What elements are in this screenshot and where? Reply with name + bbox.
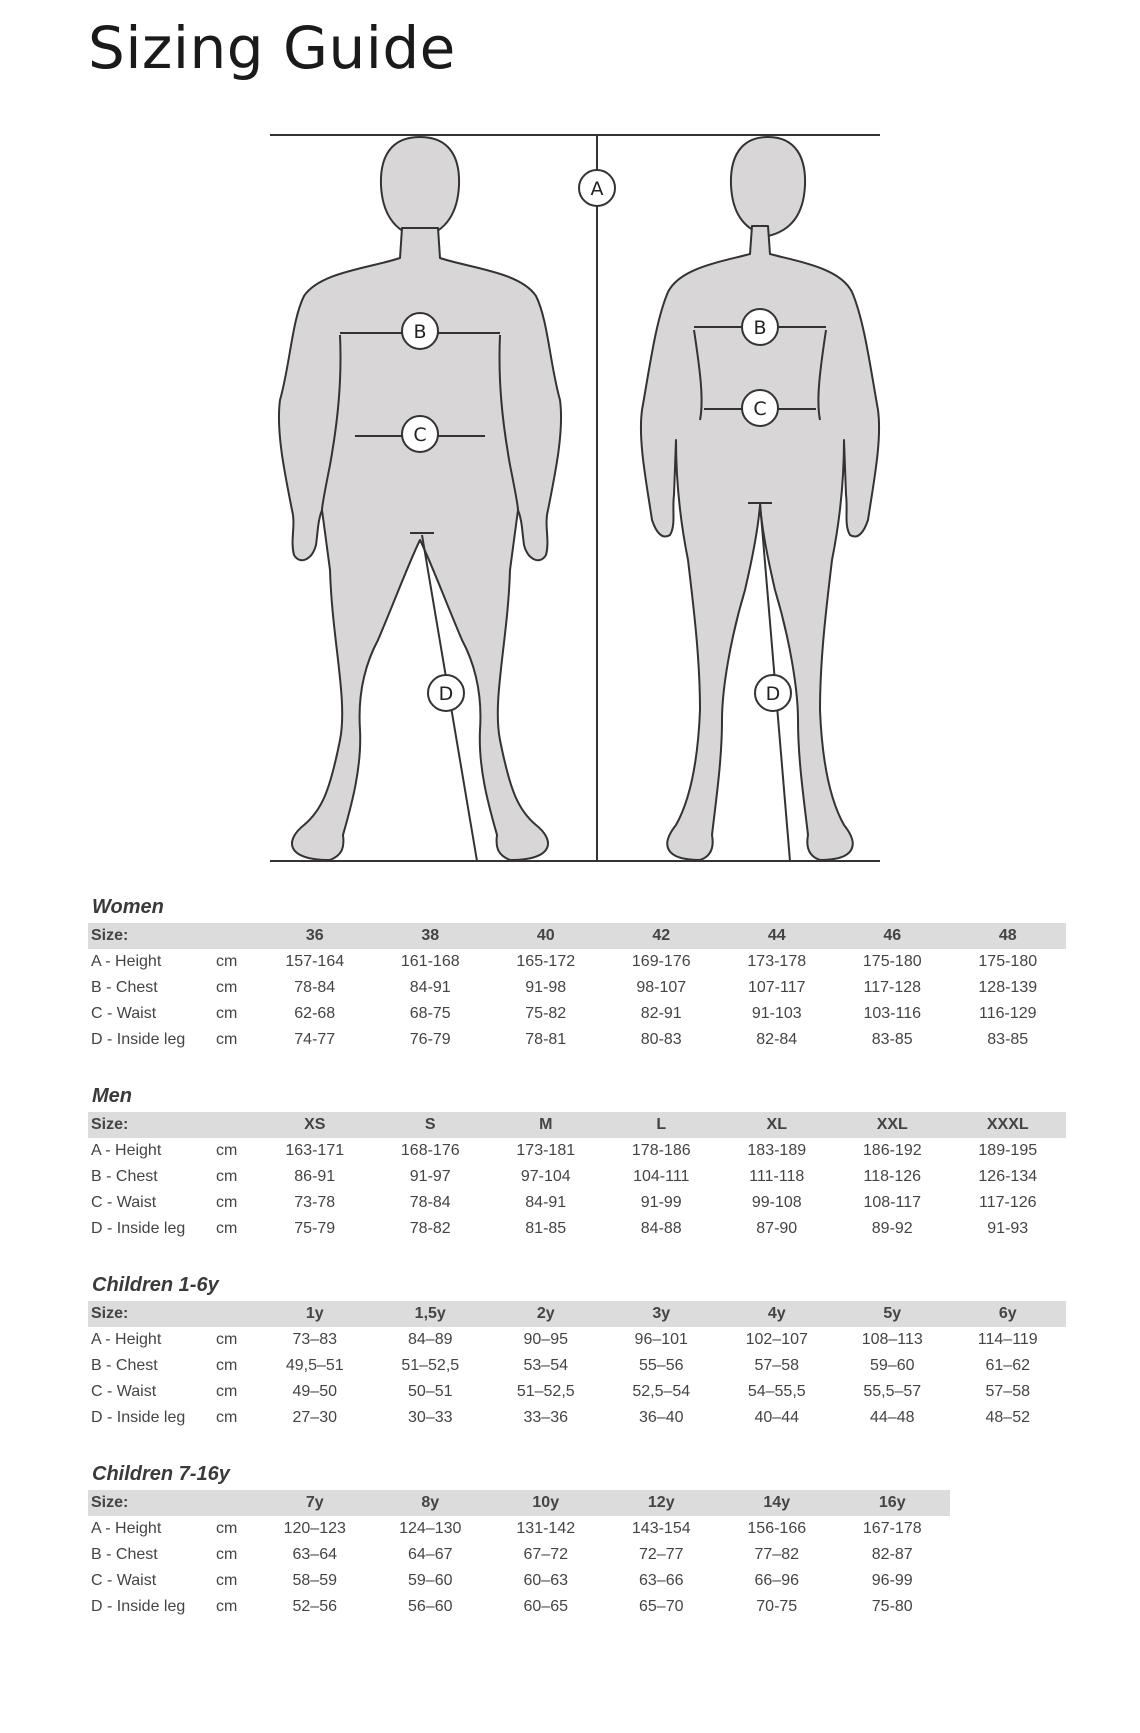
value-cell: 36–40 — [639, 1409, 684, 1426]
unit-cell: cm — [216, 1546, 238, 1563]
value-cell: 91-93 — [987, 1220, 1029, 1237]
size-header: 16y — [835, 1490, 951, 1516]
unit-header — [216, 923, 257, 949]
value-cell: 108-117 — [863, 1194, 922, 1211]
value-cell: 78-81 — [525, 1031, 567, 1048]
value-cell: 84-91 — [409, 979, 451, 996]
children-large-size-table — [88, 1490, 950, 1620]
value-cell: 169-176 — [631, 953, 691, 970]
measurement-label: D - Inside leg — [91, 1220, 186, 1237]
value-cell: 59–60 — [408, 1572, 453, 1589]
size-header: 12y — [604, 1490, 720, 1516]
value-cell: 84-88 — [640, 1220, 682, 1237]
unit-cell: cm — [216, 1194, 238, 1211]
male-marker-c-label: C — [413, 424, 427, 446]
size-header-label: Size: — [88, 923, 216, 949]
table-row — [88, 1379, 1066, 1405]
value-cell: 124–130 — [399, 1520, 462, 1537]
size-header: 6y — [950, 1301, 1066, 1327]
value-cell: 81-85 — [525, 1220, 567, 1237]
unit-header — [216, 1112, 257, 1138]
size-header: 38 — [373, 923, 489, 949]
value-cell: 86-91 — [294, 1168, 336, 1185]
size-header: M — [488, 1112, 604, 1138]
unit-cell: cm — [216, 1383, 238, 1400]
table-header-row — [88, 1301, 1066, 1327]
value-cell: 117-128 — [863, 979, 922, 996]
women-size-table — [88, 923, 1066, 1053]
value-cell: 60–65 — [523, 1598, 568, 1615]
measurement-label: C - Waist — [91, 1572, 157, 1589]
table-row — [88, 1594, 950, 1620]
value-cell: 62-68 — [294, 1005, 336, 1022]
size-header: 40 — [488, 923, 604, 949]
unit-header — [216, 1301, 257, 1327]
value-cell: 108–113 — [861, 1331, 923, 1348]
size-header: 1,5y — [373, 1301, 489, 1327]
value-cell: 189-195 — [978, 1142, 1038, 1159]
measurement-label: B - Chest — [91, 1168, 158, 1185]
size-header: 5y — [835, 1301, 951, 1327]
male-marker-d — [428, 675, 464, 711]
female-marker-c-label: C — [753, 398, 767, 420]
unit-cell: cm — [216, 979, 238, 996]
value-cell: 91-98 — [525, 979, 567, 996]
value-cell: 131-142 — [516, 1520, 576, 1537]
measurement-label: B - Chest — [91, 979, 158, 996]
value-cell: 175-180 — [862, 953, 922, 970]
value-cell: 59–60 — [870, 1357, 915, 1374]
measurement-label: A - Height — [91, 1520, 162, 1537]
unit-cell: cm — [216, 1031, 238, 1048]
size-header: 1y — [257, 1301, 373, 1327]
value-cell: 68-75 — [409, 1005, 451, 1022]
value-cell: 104-111 — [633, 1168, 690, 1185]
value-cell: 77–82 — [754, 1546, 799, 1563]
value-cell: 178-186 — [631, 1142, 691, 1159]
size-header: XS — [257, 1112, 373, 1138]
measurement-label: A - Height — [91, 953, 162, 970]
children-small-section-title: Children 1-6y — [92, 1274, 219, 1296]
measurement-label: B - Chest — [91, 1357, 158, 1374]
value-cell: 53–54 — [523, 1357, 568, 1374]
male-marker-c — [402, 416, 438, 452]
value-cell: 96-99 — [871, 1572, 913, 1589]
value-cell: 78-84 — [294, 979, 336, 996]
value-cell: 183-189 — [747, 1142, 807, 1159]
value-cell: 49,5–51 — [285, 1357, 344, 1374]
children-large-size-section — [88, 1460, 950, 1620]
unit-cell: cm — [216, 953, 238, 970]
table-row — [88, 1190, 1066, 1216]
men-size-table — [88, 1112, 1066, 1242]
unit-cell: cm — [216, 1572, 238, 1589]
size-header: XXL — [835, 1112, 951, 1138]
table-row — [88, 1542, 950, 1568]
value-cell: 82-87 — [871, 1546, 913, 1563]
value-cell: 78-84 — [409, 1194, 451, 1211]
male-marker-b-label: B — [413, 321, 427, 343]
value-cell: 128-139 — [978, 979, 1038, 996]
women-size-section — [88, 893, 1066, 1053]
size-header-label: Size: — [88, 1301, 216, 1327]
female-marker-c — [742, 390, 778, 426]
female-marker-d — [755, 675, 791, 711]
value-cell: 97-104 — [520, 1168, 571, 1185]
male-silhouette — [279, 137, 561, 860]
value-cell: 96–101 — [634, 1331, 688, 1348]
value-cell: 61–62 — [985, 1357, 1030, 1374]
unit-cell: cm — [216, 1598, 238, 1615]
table-row — [88, 1327, 1066, 1353]
unit-cell: cm — [216, 1142, 238, 1159]
value-cell: 72–77 — [639, 1546, 684, 1563]
table-row — [88, 1027, 1066, 1053]
size-header: XXXL — [950, 1112, 1066, 1138]
value-cell: 167-178 — [862, 1520, 922, 1537]
value-cell: 48–52 — [985, 1409, 1030, 1426]
size-header: 4y — [719, 1301, 835, 1327]
unit-cell: cm — [216, 1168, 238, 1185]
value-cell: 65–70 — [639, 1598, 684, 1615]
value-cell: 58–59 — [292, 1572, 337, 1589]
value-cell: 156-166 — [747, 1520, 807, 1537]
value-cell: 75-80 — [871, 1598, 913, 1615]
unit-cell: cm — [216, 1220, 238, 1237]
value-cell: 84-91 — [525, 1194, 567, 1211]
value-cell: 91-99 — [640, 1194, 682, 1211]
size-header: 42 — [604, 923, 720, 949]
male-marker-d-label: D — [438, 683, 454, 705]
value-cell: 75-79 — [294, 1220, 336, 1237]
value-cell: 165-172 — [516, 953, 576, 970]
size-header-label: Size: — [88, 1490, 216, 1516]
children-small-size-section — [88, 1271, 1066, 1431]
value-cell: 98-107 — [636, 979, 687, 996]
value-cell: 168-176 — [400, 1142, 460, 1159]
value-cell: 73-78 — [294, 1194, 336, 1211]
value-cell: 57–58 — [985, 1383, 1030, 1400]
value-cell: 27–30 — [292, 1409, 337, 1426]
value-cell: 117-126 — [978, 1194, 1037, 1211]
size-header: 48 — [950, 923, 1066, 949]
value-cell: 63–66 — [639, 1572, 684, 1589]
women-section-title: Women — [92, 896, 164, 918]
size-header: 36 — [257, 923, 373, 949]
value-cell: 186-192 — [862, 1142, 922, 1159]
female-marker-b-label: B — [753, 317, 767, 339]
size-header: 10y — [488, 1490, 604, 1516]
table-row — [88, 1138, 1066, 1164]
value-cell: 91-97 — [409, 1168, 451, 1185]
value-cell: 173-181 — [516, 1142, 576, 1159]
value-cell: 116-129 — [978, 1005, 1037, 1022]
size-header: 2y — [488, 1301, 604, 1327]
unit-cell: cm — [216, 1520, 238, 1537]
value-cell: 126-134 — [978, 1168, 1038, 1185]
unit-cell: cm — [216, 1357, 238, 1374]
unit-cell: cm — [216, 1331, 238, 1348]
unit-cell: cm — [216, 1409, 238, 1426]
size-header: 14y — [719, 1490, 835, 1516]
value-cell: 82-91 — [640, 1005, 682, 1022]
value-cell: 44–48 — [870, 1409, 915, 1426]
value-cell: 55,5–57 — [863, 1383, 922, 1400]
table-row — [88, 1353, 1066, 1379]
value-cell: 56–60 — [408, 1598, 453, 1615]
value-cell: 118-126 — [863, 1168, 922, 1185]
size-header: 46 — [835, 923, 951, 949]
size-header: 7y — [257, 1490, 373, 1516]
children-small-size-table — [88, 1301, 1066, 1431]
male-marker-b — [402, 313, 438, 349]
value-cell: 75-82 — [525, 1005, 567, 1022]
value-cell: 80-83 — [640, 1031, 682, 1048]
measurement-label: C - Waist — [91, 1383, 157, 1400]
measurement-label: A - Height — [91, 1331, 162, 1348]
value-cell: 173-178 — [747, 953, 807, 970]
unit-cell: cm — [216, 1005, 238, 1022]
size-header: L — [604, 1112, 720, 1138]
value-cell: 111-118 — [749, 1168, 805, 1185]
size-header: 8y — [373, 1490, 489, 1516]
value-cell: 70-75 — [756, 1598, 798, 1615]
measurement-label: C - Waist — [91, 1005, 157, 1022]
value-cell: 57–58 — [754, 1357, 799, 1374]
value-cell: 63–64 — [292, 1546, 337, 1563]
children-large-section-title: Children 7-16y — [92, 1463, 230, 1485]
value-cell: 54–55,5 — [747, 1383, 806, 1400]
table-header-row — [88, 1112, 1066, 1138]
table-row — [88, 1164, 1066, 1190]
value-cell: 64–67 — [408, 1546, 453, 1563]
value-cell: 89-92 — [871, 1220, 913, 1237]
measurement-label: D - Inside leg — [91, 1031, 186, 1048]
value-cell: 87-90 — [756, 1220, 798, 1237]
value-cell: 51–52,5 — [516, 1383, 575, 1400]
size-header: 3y — [604, 1301, 720, 1327]
table-header-row — [88, 1490, 950, 1516]
value-cell: 102–107 — [745, 1331, 808, 1348]
value-cell: 60–63 — [523, 1572, 568, 1589]
men-section-title: Men — [92, 1085, 132, 1107]
measurement-label: D - Inside leg — [91, 1409, 186, 1426]
value-cell: 40–44 — [754, 1409, 799, 1426]
marker-a-label: A — [590, 178, 604, 200]
measurement-label: B - Chest — [91, 1546, 158, 1563]
value-cell: 82-84 — [756, 1031, 798, 1048]
table-row — [88, 1405, 1066, 1431]
measurement-label: A - Height — [91, 1142, 162, 1159]
page-title: Sizing Guide — [88, 14, 456, 82]
value-cell: 66–96 — [754, 1572, 799, 1589]
table-row — [88, 949, 1066, 975]
measurement-label: D - Inside leg — [91, 1598, 186, 1615]
value-cell: 157-164 — [285, 953, 345, 970]
table-header-row — [88, 923, 1066, 949]
table-row — [88, 975, 1066, 1001]
value-cell: 49–50 — [292, 1383, 337, 1400]
value-cell: 120–123 — [283, 1520, 346, 1537]
table-row — [88, 1001, 1066, 1027]
table-row — [88, 1216, 1066, 1242]
value-cell: 55–56 — [639, 1357, 684, 1374]
size-header-label: Size: — [88, 1112, 216, 1138]
size-header: S — [373, 1112, 489, 1138]
value-cell: 143-154 — [631, 1520, 691, 1537]
value-cell: 83-85 — [987, 1031, 1029, 1048]
unit-header — [216, 1490, 257, 1516]
value-cell: 74-77 — [294, 1031, 336, 1048]
female-silhouette — [641, 137, 879, 860]
size-header: XL — [719, 1112, 835, 1138]
female-marker-b — [742, 309, 778, 345]
value-cell: 107-117 — [747, 979, 806, 996]
value-cell: 163-171 — [285, 1142, 345, 1159]
female-marker-d-label: D — [765, 683, 781, 705]
value-cell: 114–119 — [977, 1331, 1038, 1348]
men-size-section — [88, 1082, 1066, 1242]
value-cell: 161-168 — [400, 953, 460, 970]
value-cell: 84–89 — [408, 1331, 453, 1348]
value-cell: 73–83 — [292, 1331, 337, 1348]
value-cell: 78-82 — [409, 1220, 451, 1237]
size-header: 44 — [719, 923, 835, 949]
table-row — [88, 1568, 950, 1594]
value-cell: 52,5–54 — [632, 1383, 691, 1400]
measurement-label: C - Waist — [91, 1194, 157, 1211]
value-cell: 76-79 — [409, 1031, 451, 1048]
value-cell: 50–51 — [408, 1383, 453, 1400]
value-cell: 103-116 — [863, 1005, 922, 1022]
value-cell: 175-180 — [978, 953, 1038, 970]
table-row — [88, 1516, 950, 1542]
value-cell: 90–95 — [523, 1331, 568, 1348]
value-cell: 99-108 — [751, 1194, 802, 1211]
value-cell: 91-103 — [751, 1005, 802, 1022]
value-cell: 30–33 — [408, 1409, 453, 1426]
value-cell: 51–52,5 — [401, 1357, 460, 1374]
marker-a — [579, 170, 615, 206]
value-cell: 33–36 — [523, 1409, 568, 1426]
value-cell: 83-85 — [871, 1031, 913, 1048]
value-cell: 52–56 — [292, 1598, 337, 1615]
value-cell: 67–72 — [523, 1546, 568, 1563]
